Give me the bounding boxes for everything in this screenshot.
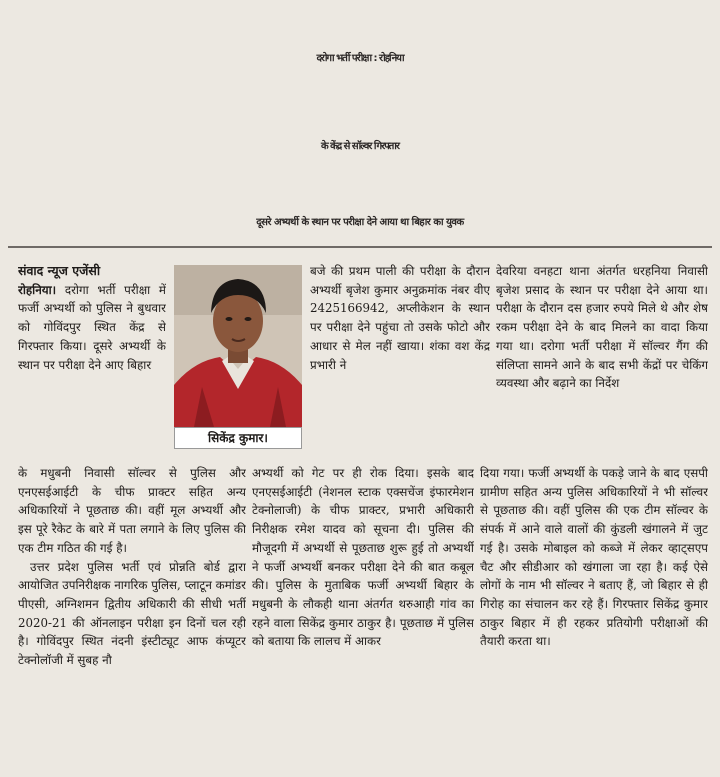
column-2-bottom-text: अभ्यर्थी को गेट पर ही रोक दिया। इसके बाद एनएसईआईटी (नेशनल स्टाक एक्सचेंज इंफारमेशन टेक्नोलाजी) के चीफ प्राक्टर, प्रभारी अधिकारी निरीक्षक रमेश यादव को सूचना दी। पुलिस की मौजूदगी में अभ्यर्थी से पूछताछ शुरू हुई तो अभ्यर्थी ने फर्जी अभ्यर्थी बनकर परीक्षा देने की बात कबूल की। पुलिस के मुताबिक फर्जी अभ्यर्थी बिहार के मधुबनी के लौकही थाना अंतर्गत थरुआही गांव का रहने वाला सिकेंद्र कुमार ठाकुर है। पूछताछ में पुलिस को बताया कि लालच में आकर xyxy=(252,466,474,649)
article-column-2-bottom xyxy=(252,464,474,777)
column-2-top-text: बजे की प्रथम पाली की परीक्षा के दौरान अभ्यर्थी बृजेश कुमार अनुक्रमांक नंबर वीए 2425166942, अप्लीकेशन के स्थान पर परीक्षा देने पहुंचा तो उसके फोटो और आधार से मेल नहीं खाया। शंका वश केंद्र प्रभारी ने xyxy=(310,264,490,372)
column-3-bottom-text: दिया गया। फर्जी अभ्यर्थी के पकड़े जाने के बाद एसपी ग्रामीण सहित अन्य पुलिस अधिकारियों ने भी सॉल्वर से पूछताछ की। वहीं पुलिस की एक टीम सॉल्वर के संपर्क में आने वाले वालों की कुंडली खंगालने में जुट गई है। उसके मोबाइल को कब्जे में लेकर व्हाट्सएप चैट और सीडीआर को खंगाला जा रहा है। कई ऐसे लोगों के नाम भी सॉल्वर ने बताए हैं, जो बिहार से ही गिरोह का संचालन कर रहे हैं। गिरफ्तार सिकेंद्र कुमार ठाकुर बिहार में ही रहकर प्रतियोगी परीक्षाओं की तैयारी करता था। xyxy=(480,466,708,649)
photo-caption: सिकेंद्र कुमार। xyxy=(174,427,302,449)
dateline: रोहनिया। xyxy=(18,282,57,297)
article-column-3-bottom xyxy=(480,464,708,777)
column-1-bottom-para-2: उत्तर प्रदेश पुलिस भर्ती एवं प्रोन्नति बोर्ड द्वारा आयोजित उपनिरीक्षक नागरिक पुलिस, प्लाटून कमांडर पीएसी, अग्निशमन द्वितीय अधिकारी की सीधी भर्ती 2020-21 की ऑनलाइन परीक्षा इन दिनों चल रही है। गोविंदपुर स्थित नंदनी इंस्टीट्यूट आफ कंप्यूटर टेक्नोलॉजी में सुबह नौ xyxy=(18,559,246,668)
column-1-bottom-para-1: के मधुबनी निवासी सॉल्वर से पुलिस और एनएसईआईटी के चीफ प्राक्टर सहित अन्य अधिकारियों ने पूछताछ की। वहीं मूल अभ्यर्थी और इस पूरे रैकेट के बारे में पता लगाने के लिए पुलिस की एक टीम गठित की गई है। xyxy=(18,466,246,555)
article-lead xyxy=(18,281,166,375)
divider xyxy=(8,246,712,248)
article-column-1-top xyxy=(18,262,166,460)
suspect-photo xyxy=(174,265,302,427)
headline-line-2: के केंद्र से सॉल्वर गिरफ्तार xyxy=(321,141,399,152)
subheadline: दूसरे अभ्यर्थी के स्थान पर परीक्षा देने आया था बिहार का युवक xyxy=(256,217,464,228)
article-column-1-bottom xyxy=(18,464,246,777)
headline-line-1: दरोगा भर्ती परीक्षा : रोहनिया xyxy=(316,53,404,64)
lead-text: दरोगा भर्ती परीक्षा में फर्जी अभ्यर्थी को पुलिस ने बुधवार को गोविंदपुर स्थित केंद्र से गिरफ्तार किया। दूसरे अभ्यर्थी के स्थान पर परीक्षा देने आए बिहार xyxy=(18,282,166,372)
column-3-top-text: देवरिया वनहटा थाना अंतर्गत धरहनिया निवासी बृजेश प्रसाद के स्थान पर परीक्षा देने आया था। परीक्षा के दौरान दस हजार रुपये मिले थे और शेष रकम परीक्षा देने के बाद मिलने का वादा किया गया था। दरोगा भर्ती परीक्षा में सॉल्वर गैंग की संलिप्ता सामने आने के बाद सभी केंद्रों पर चेकिंग व्यवस्था और बढ़ाने का निर्देश xyxy=(496,264,708,391)
article-column-3-top xyxy=(496,262,708,460)
suspect-photo-image xyxy=(174,265,302,427)
article-column-2-top xyxy=(310,262,490,438)
byline: संवाद न्यूज एजेंसी xyxy=(18,263,101,278)
